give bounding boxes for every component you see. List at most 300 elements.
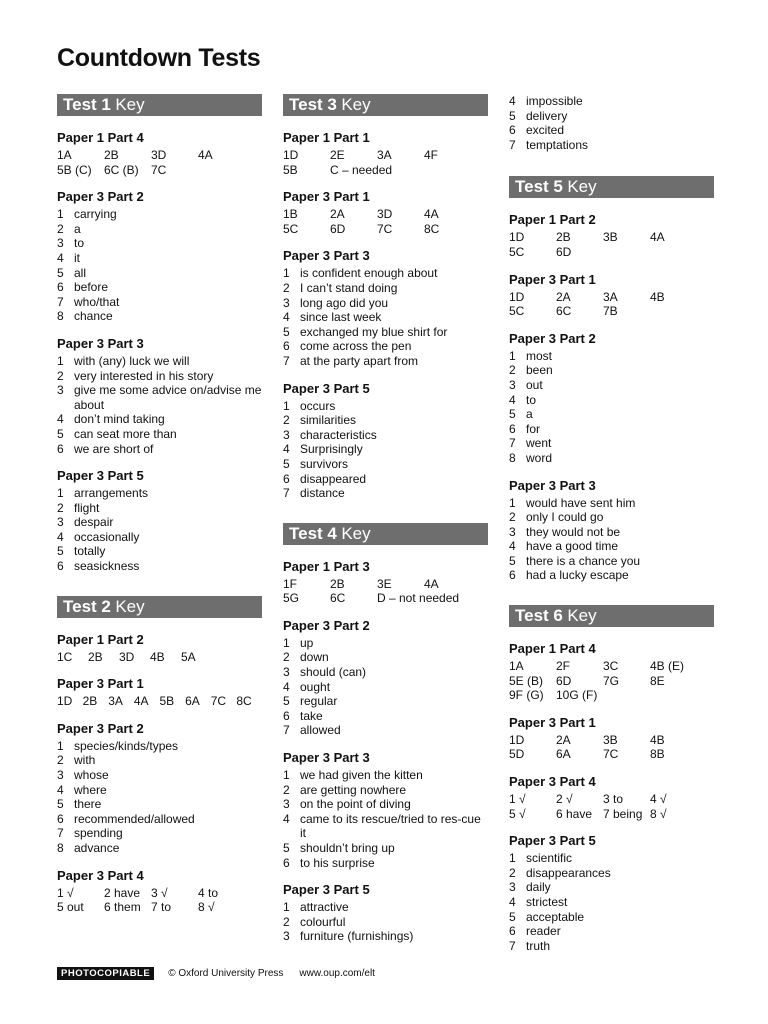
test-2-paper-3-part-2 — [57, 719, 262, 856]
answer-item — [283, 900, 488, 915]
answer-item — [57, 797, 262, 812]
item-number: 3 — [509, 377, 516, 392]
item-number: 6 — [283, 339, 290, 354]
item-number: 3 — [283, 427, 290, 442]
answer-item — [283, 841, 488, 856]
answer-item — [509, 422, 714, 437]
item-answer: all — [74, 265, 87, 280]
item-number: 1 — [283, 768, 290, 783]
item-number: 2 — [57, 753, 64, 768]
answer-item — [57, 544, 262, 559]
test-5-header: Test 5 Key — [509, 176, 714, 198]
answer-item — [509, 510, 714, 525]
answer-cell: 5C — [509, 244, 525, 259]
item-answer: there — [74, 797, 102, 812]
item-number: 4 — [509, 895, 516, 909]
item-number: 6 — [283, 471, 290, 486]
answer-cell: 7C — [210, 694, 227, 709]
answer-item — [509, 393, 714, 408]
item-answer: despair — [74, 515, 114, 530]
answer-item — [283, 442, 488, 457]
answer-item — [283, 428, 488, 443]
item-answer: arrangements — [74, 486, 149, 501]
section-heading: Paper 1 Part 4 — [57, 130, 144, 145]
item-answer: a — [526, 407, 533, 422]
answer-cell: 1D — [57, 694, 73, 709]
item-number: 2 — [283, 650, 290, 665]
column-2 — [283, 94, 488, 954]
item-answer: allowed — [300, 723, 341, 738]
item-answer: flight — [74, 500, 100, 515]
answer-cell: 5 out — [57, 900, 84, 915]
test-6-paper-3-part-4 — [509, 772, 714, 821]
item-number: 1 — [283, 398, 290, 413]
answer-cell: 3A — [108, 694, 123, 709]
item-number: 4 — [57, 782, 64, 797]
answer-item — [283, 915, 488, 930]
answer-item — [57, 354, 262, 369]
answer-item — [57, 295, 262, 310]
item-answer: are getting nowhere — [300, 782, 407, 797]
answer-row — [509, 792, 714, 807]
answer-item — [57, 501, 262, 516]
answer-row — [509, 245, 714, 260]
answer-item — [509, 496, 714, 511]
answer-item — [57, 486, 262, 501]
test-5-paper-1-part-2 — [509, 210, 714, 259]
item-answer: since last week — [300, 310, 382, 325]
answer-row — [57, 886, 262, 901]
answer-cell: 7C — [377, 221, 393, 236]
item-number: 2 — [57, 500, 64, 515]
answer-item — [283, 296, 488, 311]
answer-cell: 1D — [509, 230, 525, 245]
item-number: 7 — [509, 938, 516, 953]
item-answer: don’t mind taking — [74, 412, 165, 427]
answer-row — [283, 591, 488, 606]
item-answer: before — [74, 280, 109, 295]
answer-item — [57, 251, 262, 266]
item-number: 1 — [57, 738, 64, 753]
item-number: 5 — [509, 407, 516, 422]
item-number: 7 — [57, 826, 64, 841]
test-4-paper-3-part-5 — [283, 880, 488, 944]
answer-row — [509, 304, 714, 319]
answer-cell: 2B — [88, 649, 103, 664]
section-heading: Paper 3 Part 1 — [283, 189, 370, 205]
item-number: 2 — [57, 368, 64, 383]
section-heading: Paper 1 Part 3 — [283, 558, 370, 574]
answer-cell: 6C (B) — [104, 162, 139, 177]
item-number: 5 — [57, 265, 64, 280]
answer-cell: 1F — [283, 576, 298, 591]
test-1-paper-1-part-4 — [57, 128, 262, 177]
section-heading: Paper 3 Part 3 — [509, 477, 596, 493]
answer-cell: 10G (F) — [556, 688, 598, 703]
answer-cell: 7C — [603, 747, 619, 762]
item-answer: regular — [300, 694, 338, 709]
answer-row — [57, 650, 262, 665]
item-number: 6 — [283, 855, 290, 870]
item-number: 6 — [509, 568, 516, 583]
section-heading: Paper 1 Part 2 — [57, 631, 144, 647]
item-number: 1 — [57, 353, 64, 368]
answer-cell: 5C — [509, 304, 525, 319]
test-3-paper-3-part-1 — [283, 187, 488, 236]
test-5-paper-3-part-1 — [509, 270, 714, 319]
answer-cell: 5D — [509, 747, 525, 762]
item-number: 4 — [283, 310, 290, 325]
item-answer: on the point of diving — [300, 797, 411, 812]
item-number: 5 — [283, 456, 290, 471]
answer-item — [509, 109, 714, 124]
test-2-header: Test 2 Key — [57, 596, 262, 618]
section-heading: Paper 3 Part 3 — [57, 335, 144, 351]
item-answer: come across the pen — [300, 339, 412, 354]
answer-item — [283, 486, 488, 501]
item-number: 1 — [57, 486, 64, 501]
answer-item — [283, 281, 488, 296]
answer-cell: 2E — [330, 148, 345, 162]
answer-cell: 5B — [159, 694, 175, 709]
item-number: 8 — [509, 450, 516, 465]
answer-item — [283, 680, 488, 695]
answer-row — [57, 900, 262, 915]
test-3-header: Test 3 Key — [283, 94, 488, 116]
answer-item — [57, 783, 262, 798]
item-answer: excited — [526, 123, 565, 138]
item-answer: word — [526, 450, 553, 465]
answer-item — [283, 783, 488, 798]
test-2-paper-3-part-4 — [57, 866, 262, 915]
test-4-paper-1-part-3 — [283, 557, 488, 606]
item-answer: is confident enough about — [300, 266, 438, 281]
item-answer: give me some advice on/advise me about — [74, 383, 262, 412]
item-number: 5 — [283, 694, 290, 709]
item-answer: most — [526, 348, 553, 363]
answer-cell: 7C — [151, 162, 167, 177]
answer-row — [509, 688, 714, 703]
answer-cell: 6 them — [104, 900, 141, 915]
answer-cell: 3E — [377, 576, 392, 591]
item-number: 5 — [57, 544, 64, 559]
answer-item — [57, 841, 262, 856]
item-number: 8 — [57, 309, 64, 324]
section-heading: Paper 1 Part 1 — [283, 130, 370, 145]
test-5-paper-3-part-3 — [509, 476, 714, 584]
answer-cell: 1A — [57, 148, 72, 162]
test-6-paper-3-part-1 — [509, 713, 714, 762]
answer-cell: 8B — [650, 747, 665, 762]
test-6-header: Test 6 Key — [509, 605, 714, 627]
answer-item — [283, 709, 488, 724]
answer-cell: 4B — [150, 649, 165, 664]
answer-cell: 3A — [603, 289, 618, 304]
answer-cell: 8C — [236, 694, 252, 709]
answer-cell: 6 have — [556, 806, 593, 821]
item-number: 4 — [283, 679, 290, 694]
item-number: 1 — [283, 266, 290, 281]
answer-cell: 3C — [603, 659, 619, 674]
item-number: 3 — [57, 236, 64, 251]
answer-item — [283, 929, 488, 944]
answer-item — [57, 369, 262, 384]
test-4-paper-3-part-2 — [283, 616, 488, 738]
answer-cell: 2A — [556, 289, 571, 304]
section-heading: Paper 1 Part 2 — [509, 212, 596, 228]
item-answer: a — [74, 221, 81, 236]
section-heading: Paper 3 Part 2 — [283, 617, 370, 633]
publisher-credit: © Oxford University Press — [168, 968, 284, 979]
answer-cell: 1D — [283, 148, 299, 162]
item-number: 3 — [283, 797, 290, 812]
item-number: 2 — [509, 865, 516, 880]
test-2-paper-1-part-2 — [57, 630, 262, 665]
answer-item — [509, 895, 714, 910]
item-answer: exchanged my blue shirt for — [300, 324, 448, 339]
answer-cell: 8E — [650, 673, 665, 688]
item-answer: similarities — [300, 413, 357, 428]
answer-item — [509, 94, 714, 109]
item-number: 4 — [283, 811, 290, 826]
item-answer: ought — [300, 679, 331, 694]
item-number: 5 — [509, 108, 516, 123]
section-heading: Paper 3 Part 3 — [283, 248, 370, 264]
answer-cell: 4A — [198, 148, 213, 162]
section-heading: Paper 3 Part 5 — [57, 468, 144, 484]
answer-cell: 4A — [133, 694, 149, 709]
item-number: 1 — [509, 348, 516, 363]
answer-item — [283, 399, 488, 414]
test-1-header: Test 1 Key — [57, 94, 262, 116]
item-number: 5 — [57, 797, 64, 812]
item-answer: at the party apart from — [300, 353, 419, 368]
answer-item — [57, 412, 262, 427]
item-answer: seasickness — [74, 559, 140, 574]
test-3-paper-3-part-3 — [283, 246, 488, 368]
answer-item — [283, 339, 488, 354]
item-answer: survivors — [300, 456, 349, 471]
item-number: 6 — [57, 280, 64, 295]
answer-cell: 4A — [424, 576, 439, 591]
item-answer: furniture (furnishings) — [300, 929, 414, 944]
answer-cell: 1D — [509, 289, 525, 304]
section-heading: Paper 3 Part 5 — [283, 380, 370, 396]
section-heading: Paper 1 Part 4 — [509, 641, 596, 657]
item-answer: characteristics — [300, 427, 377, 442]
answer-cell: 6D — [330, 221, 346, 236]
item-answer: with (any) luck we will — [74, 353, 190, 368]
answer-item — [283, 457, 488, 472]
answer-item — [283, 723, 488, 738]
answer-item — [509, 436, 714, 451]
section-heading: Paper 3 Part 4 — [57, 867, 144, 883]
answer-item — [57, 280, 262, 295]
answer-cell: 5B — [283, 162, 298, 177]
item-number: 7 — [509, 436, 516, 451]
item-number: 7 — [283, 486, 290, 501]
item-answer: we had given the kitten — [300, 768, 423, 783]
answer-cell: 6A — [556, 747, 571, 762]
item-number: 4 — [57, 412, 64, 427]
item-number: 1 — [283, 900, 290, 915]
section-heading: Paper 3 Part 1 — [57, 676, 144, 692]
answer-item — [57, 236, 262, 251]
item-number: 4 — [509, 539, 516, 554]
answer-row — [509, 674, 714, 689]
answer-item — [509, 851, 714, 866]
answer-row — [57, 163, 262, 178]
answer-item — [57, 739, 262, 754]
item-number: 3 — [283, 929, 290, 944]
answer-cell: 3D — [119, 649, 135, 664]
answer-cell: 5 √ — [509, 806, 526, 821]
footer — [57, 967, 375, 980]
item-answer: there is a chance you — [526, 553, 641, 568]
answer-cell: 3B — [603, 230, 618, 245]
answer-row — [283, 207, 488, 222]
section-heading: Paper 3 Part 2 — [57, 189, 144, 205]
answer-cell: 1 √ — [509, 792, 526, 807]
answer-cell: 7 to — [151, 900, 172, 915]
item-number: 6 — [283, 708, 290, 723]
answer-cell: 3D — [377, 207, 393, 222]
answer-item — [57, 222, 262, 237]
answer-row — [509, 290, 714, 305]
answer-cell: 6D — [556, 244, 572, 259]
answer-cell: 4 to — [198, 885, 219, 900]
answer-row — [509, 807, 714, 822]
item-answer: can seat more than — [74, 426, 177, 441]
item-answer: colourful — [300, 914, 346, 929]
item-number: 3 — [283, 665, 290, 680]
answer-cell: 3 √ — [151, 885, 168, 900]
item-number: 4 — [57, 529, 64, 544]
answer-cell: 2B — [104, 148, 119, 162]
test-5-paper-3-part-2 — [509, 329, 714, 466]
test-4-paper-3-part-5-continued — [509, 94, 714, 152]
answer-item — [283, 650, 488, 665]
answer-cell: 6C — [556, 304, 572, 319]
item-number: 5 — [509, 553, 516, 568]
test-1-paper-3-part-2 — [57, 187, 262, 324]
item-answer: occurs — [300, 398, 336, 413]
answer-cell: 4B (E) — [650, 659, 685, 674]
item-number: 6 — [509, 924, 516, 939]
answer-item — [509, 924, 714, 939]
test-3-paper-3-part-5 — [283, 379, 488, 501]
page-title: Countdown Tests — [57, 44, 261, 72]
answer-row — [509, 659, 714, 674]
item-answer: delivery — [526, 108, 568, 123]
item-answer: scientific — [526, 851, 573, 866]
answer-cell: 2B — [82, 694, 98, 709]
item-number: 1 — [57, 207, 64, 222]
item-number: 1 — [283, 635, 290, 650]
item-answer: I can’t stand doing — [300, 280, 398, 295]
item-number: 4 — [283, 442, 290, 457]
item-answer: disappeared — [300, 471, 367, 486]
answer-item — [509, 378, 714, 393]
item-number: 6 — [57, 811, 64, 826]
item-number: 1 — [509, 495, 516, 510]
item-answer: very interested in his story — [74, 368, 214, 383]
answer-row — [509, 747, 714, 762]
answer-item — [509, 138, 714, 153]
item-number: 6 — [509, 123, 516, 138]
answer-cell: 1D — [509, 732, 525, 747]
column-1 — [57, 94, 262, 925]
item-answer: disappearances — [526, 865, 611, 880]
section-heading: Paper 3 Part 2 — [57, 720, 144, 736]
item-answer: only I could go — [526, 510, 604, 525]
answer-item — [57, 530, 262, 545]
answer-item — [57, 559, 262, 574]
section-heading: Paper 3 Part 2 — [509, 330, 596, 346]
answer-cell: 3B — [603, 732, 618, 747]
answer-cell: 1B — [283, 207, 298, 222]
item-number: 6 — [57, 441, 64, 456]
answer-cell: 4A — [650, 230, 665, 245]
publisher-url[interactable]: www.oup.com/elt — [299, 968, 375, 979]
test-6-paper-1-part-4 — [509, 639, 714, 703]
item-number: 1 — [509, 851, 516, 866]
item-answer: advance — [74, 841, 120, 855]
item-answer: it — [74, 250, 80, 265]
answer-cell: 2B — [330, 576, 345, 591]
answer-row — [509, 230, 714, 245]
answer-row — [57, 148, 262, 163]
answer-item — [509, 880, 714, 895]
answer-cell: C – needed — [330, 162, 393, 177]
item-answer: been — [526, 363, 553, 378]
item-number: 3 — [57, 515, 64, 530]
item-answer: should (can) — [300, 665, 367, 680]
answer-item — [283, 694, 488, 709]
item-answer: strictest — [526, 895, 568, 909]
answer-row — [283, 577, 488, 592]
item-number: 2 — [283, 413, 290, 428]
answer-cell: 3D — [151, 148, 167, 162]
answer-item — [283, 665, 488, 680]
answer-cell: 7B — [603, 304, 618, 319]
answer-cell: 5E (B) — [509, 673, 544, 688]
answer-cell: 1C — [57, 649, 73, 664]
column-3 — [509, 94, 714, 963]
item-number: 7 — [509, 137, 516, 152]
item-number: 2 — [283, 280, 290, 295]
item-answer: who/that — [74, 294, 120, 309]
item-answer: reader — [526, 924, 561, 939]
item-number: 4 — [509, 392, 516, 407]
item-answer: chance — [74, 309, 113, 324]
test-6-paper-3-part-5 — [509, 831, 714, 953]
item-number: 5 — [283, 324, 290, 339]
item-answer: totally — [74, 544, 106, 559]
answer-cell: 2A — [330, 207, 345, 222]
item-number: 7 — [283, 353, 290, 368]
item-answer: long ago did you — [300, 295, 389, 310]
answer-cell: 1A — [509, 659, 524, 674]
answer-cell: 2 have — [104, 885, 141, 900]
item-answer: carrying — [74, 207, 117, 222]
answer-item — [283, 812, 488, 841]
item-number: 3 — [283, 295, 290, 310]
item-answer: they would not be — [526, 524, 621, 539]
item-answer: out — [526, 377, 543, 392]
item-answer: recommended/allowed — [74, 811, 195, 826]
answer-cell: 5B (C) — [57, 162, 92, 177]
